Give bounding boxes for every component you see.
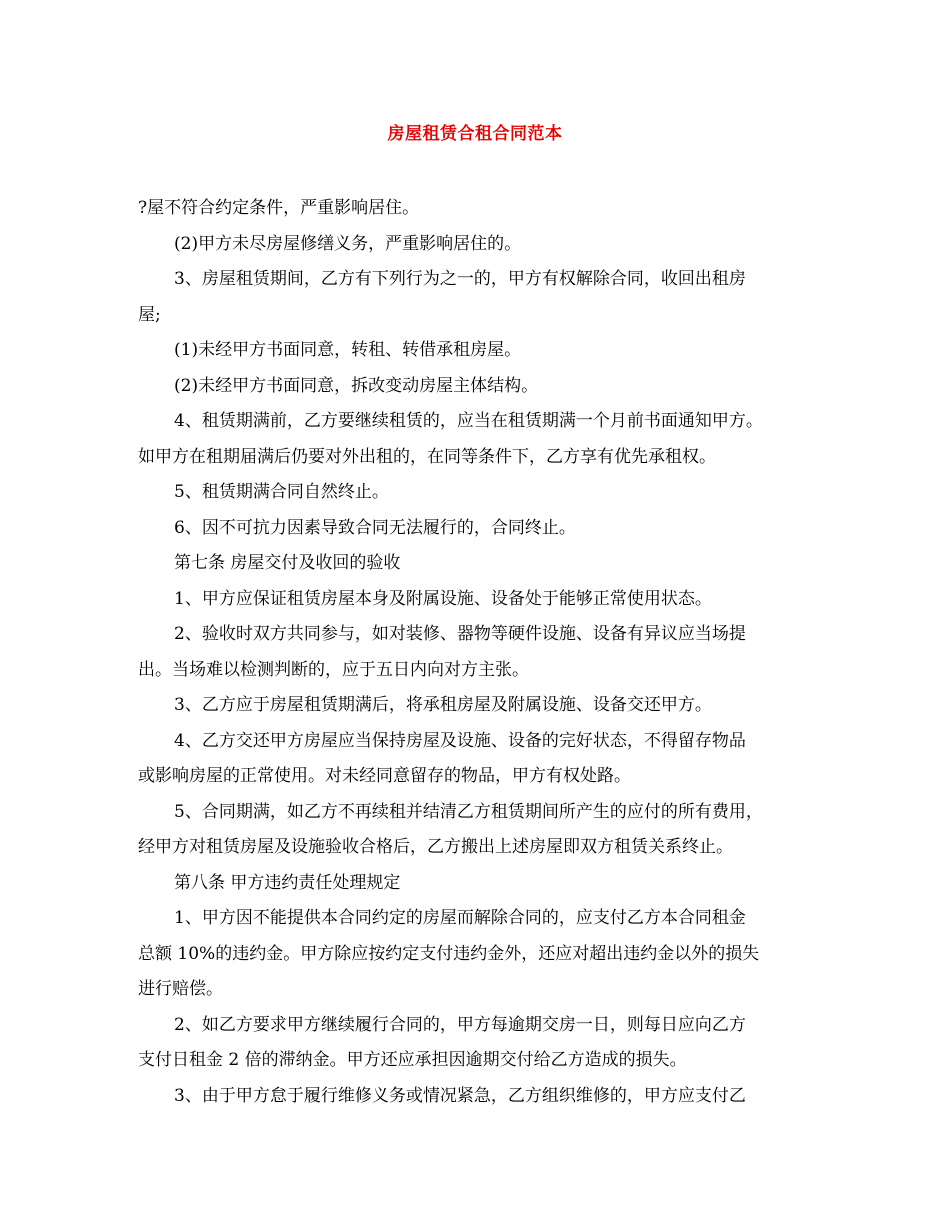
document-line: 3、乙方应于房屋租赁期满后，将承租房屋及附属设施、设备交还甲方。 xyxy=(174,695,712,715)
document-line: 经甲方对租赁房屋及设施验收合格后，乙方搬出上述房屋即双方租赁关系终止。 xyxy=(138,837,733,857)
document-line: 3、房屋租赁期间，乙方有下列行为之一的，甲方有权解除合同，收回出租房 xyxy=(174,269,746,289)
document-line: 屋; xyxy=(138,304,161,325)
document-line: 第八条 甲方违约责任处理规定 xyxy=(174,872,401,893)
document-line: 2、验收时双方共同参与，如对装修、器物等硬件设施、设备有异议应当场提 xyxy=(174,624,746,644)
document-line: 5、租赁期满合同自然终止。 xyxy=(174,482,389,502)
document-line: 支付日租金 2 倍的滞纳金。甲方还应承担因逾期交付给乙方造成的损失。 xyxy=(138,1050,687,1070)
document-line: 总额 10%的违约金。甲方除应按约定支付违约金外，还应对超出违约金以外的损失 xyxy=(138,943,760,964)
document-line: 6、因不可抗力因素导致合同无法履行的，合同终止。 xyxy=(174,517,576,538)
document-line: 或影响房屋的正常使用。对未经同意留存的物品，甲方有权处路。 xyxy=(138,766,631,786)
document-line: 4、乙方交还甲方房屋应当保持房屋及设施、设备的完好状态，不得留存物品 xyxy=(174,730,746,751)
document-line: 2、如乙方要求甲方继续履行合同的，甲方每逾期交房一日，则每日应向乙方 xyxy=(174,1014,746,1035)
document-body xyxy=(138,191,814,1114)
document-title: 房屋租赁合租合同范本 xyxy=(387,124,563,144)
document-line: 如甲方在租期届满后仍要对外出租的，在同等条件下，乙方享有优先承租权。 xyxy=(138,446,716,467)
document-line: 3、由于甲方怠于履行维修义务或情况紧急，乙方组织维修的，甲方应支付乙 xyxy=(174,1085,746,1106)
document-line: 进行赔偿。 xyxy=(138,979,223,999)
document-line: (2)未经甲方书面同意，拆改变动房屋主体结构。 xyxy=(174,375,539,396)
document-line: (1)未经甲方书面同意，转租、转借承租房屋。 xyxy=(174,340,522,360)
document-line: 4、租赁期满前，乙方要继续租赁的，应当在租赁期满一个月前书面通知甲方。 xyxy=(174,411,763,431)
document-line: 第七条 房屋交付及收回的验收 xyxy=(174,553,401,573)
document-line: (2)甲方未尽房屋修缮义务，严重影响居住的。 xyxy=(174,233,522,254)
document-line: ?屋不符合约定条件，严重影响居住。 xyxy=(138,198,420,218)
document-line: 5、合同期满，如乙方不再续租并结清乙方租赁期间所产生的应付的所有费用， xyxy=(174,801,763,822)
document-line: 1、甲方因不能提供本合同约定的房屋而解除合同的，应支付乙方本合同租金 xyxy=(174,908,746,928)
document-line: 1、甲方应保证租赁房屋本身及附属设施、设备处于能够正常使用状态。 xyxy=(174,588,712,609)
document-line: 出。当场难以检测判断的，应于五日内向对方主张。 xyxy=(138,659,529,680)
